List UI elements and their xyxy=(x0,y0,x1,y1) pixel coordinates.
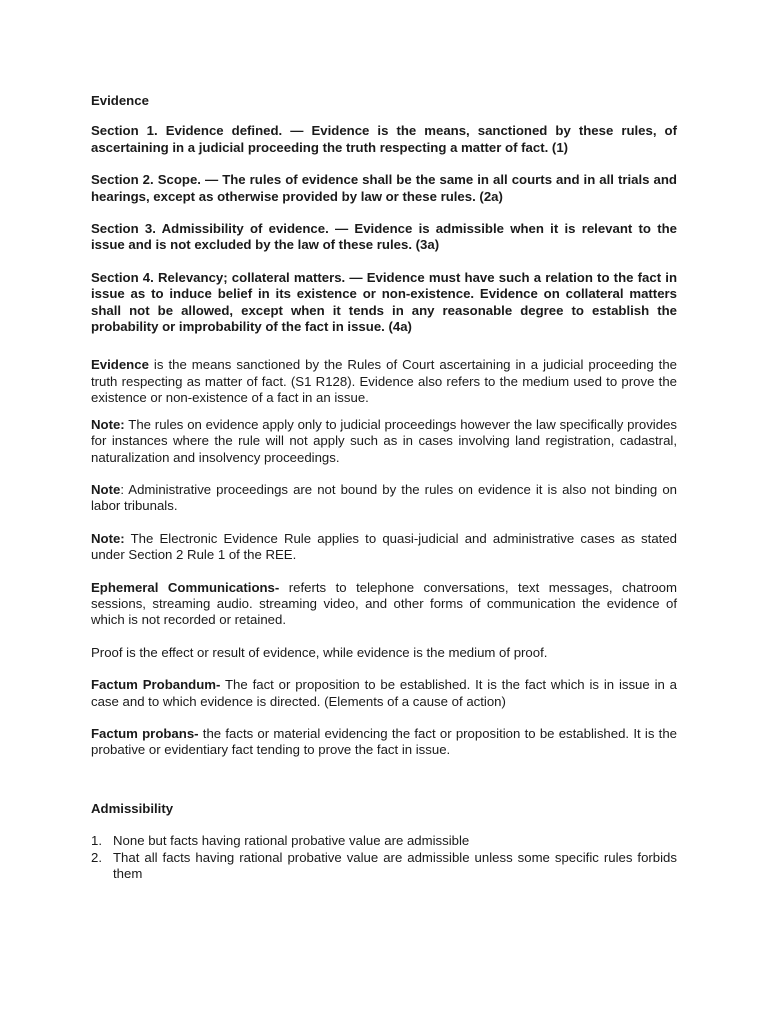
section-3: Section 3. Admissibility of evidence. — Evidence is admissible when it is relevant to the issue and is not excluded by the law of these rules. (3a) xyxy=(91,221,677,253)
list-number: 1. xyxy=(91,833,102,849)
note-paragraph xyxy=(91,580,677,629)
note-paragraph xyxy=(91,531,677,564)
list-item xyxy=(91,850,677,883)
note-text: Proof is the effect or result of evidence, while evidence is the medium of proof. xyxy=(91,644,548,660)
note-term: Note: xyxy=(91,530,125,546)
admissibility-heading: Admissibility xyxy=(91,800,174,816)
section-2: Section 2. Scope. — The rules of evidence shall be the same in all courts and in all trials and hearings, except as otherwise provided by law or these rules. (2a) xyxy=(91,172,677,204)
note-paragraph xyxy=(91,357,677,406)
note-paragraph xyxy=(91,417,677,466)
section-1: Section 1. Evidence defined. — Evidence is the means, sanctioned by these rules, of ascertaining in a judicial proceeding the truth respecting a matter of fact. (1) xyxy=(91,123,677,155)
section-4: Section 4. Relevancy; collateral matters. — Evidence must have such a relation to the fact in issue as to induce belief in its existence or non-existence. Evidence on collateral matters shall not be allowed, except when it tends in any reasonable degree to establish the probability or improbability of the fact in issue. (4a) xyxy=(91,269,677,335)
note-text: The fact or proposition to be established. It is the fact which is in issue in a case and to which evidence is directed. (Elements of a cause of action) xyxy=(91,677,678,709)
note-paragraph xyxy=(91,645,677,661)
note-term: Factum probans- xyxy=(91,725,199,741)
note-text: referts to telephone conversations, text messages, chatroom sessions, streaming audio. streaming video, and other forms of communication the evidence of which is not recorded or retained. xyxy=(91,579,677,628)
page-title: Evidence xyxy=(91,93,149,108)
admissibility-list xyxy=(91,833,677,882)
list-number: 2. xyxy=(91,849,102,865)
note-paragraph xyxy=(91,726,677,759)
list-text: None but facts having rational probative value are admissible xyxy=(113,833,470,849)
note-text: the facts or material evidencing the fact or proposition to be established. It is the probative or evidentiary fact tending to prove the fact in issue. xyxy=(91,725,677,758)
note-term: Evidence xyxy=(91,357,149,373)
note-paragraph xyxy=(91,677,677,710)
note-text: is the means sanctioned by the Rules of Court ascertaining in a judicial proceeding the truth respecting as matter of fact. (S1 R128). Evidence also refers to the medium used to prove the existence or non-existence of a fact in an issue. xyxy=(91,357,677,406)
note-text: The rules on evidence apply only to judicial proceedings however the law specifically provides for instances where the rule will not apply such as in cases involving land registration, cadastral, naturalization and insolvency proceedings. xyxy=(91,416,677,465)
note-term: Note: xyxy=(91,416,125,432)
list-text: That all facts having rational probative value are admissible unless some specific rules forbids them xyxy=(113,849,677,881)
note-text: The Electronic Evidence Rule applies to quasi-judicial and administrative cases as stated under Section 2 Rule 1 of the REE. xyxy=(91,530,677,563)
note-term: Note xyxy=(91,481,121,497)
list-item xyxy=(91,833,677,849)
note-text: : Administrative proceedings are not bound by the rules on evidence it is also not binding on labor tribunals. xyxy=(91,481,677,514)
note-term: Ephemeral Communications- xyxy=(91,579,280,595)
note-paragraph xyxy=(91,482,677,515)
note-term: Factum Probandum- xyxy=(91,677,221,693)
